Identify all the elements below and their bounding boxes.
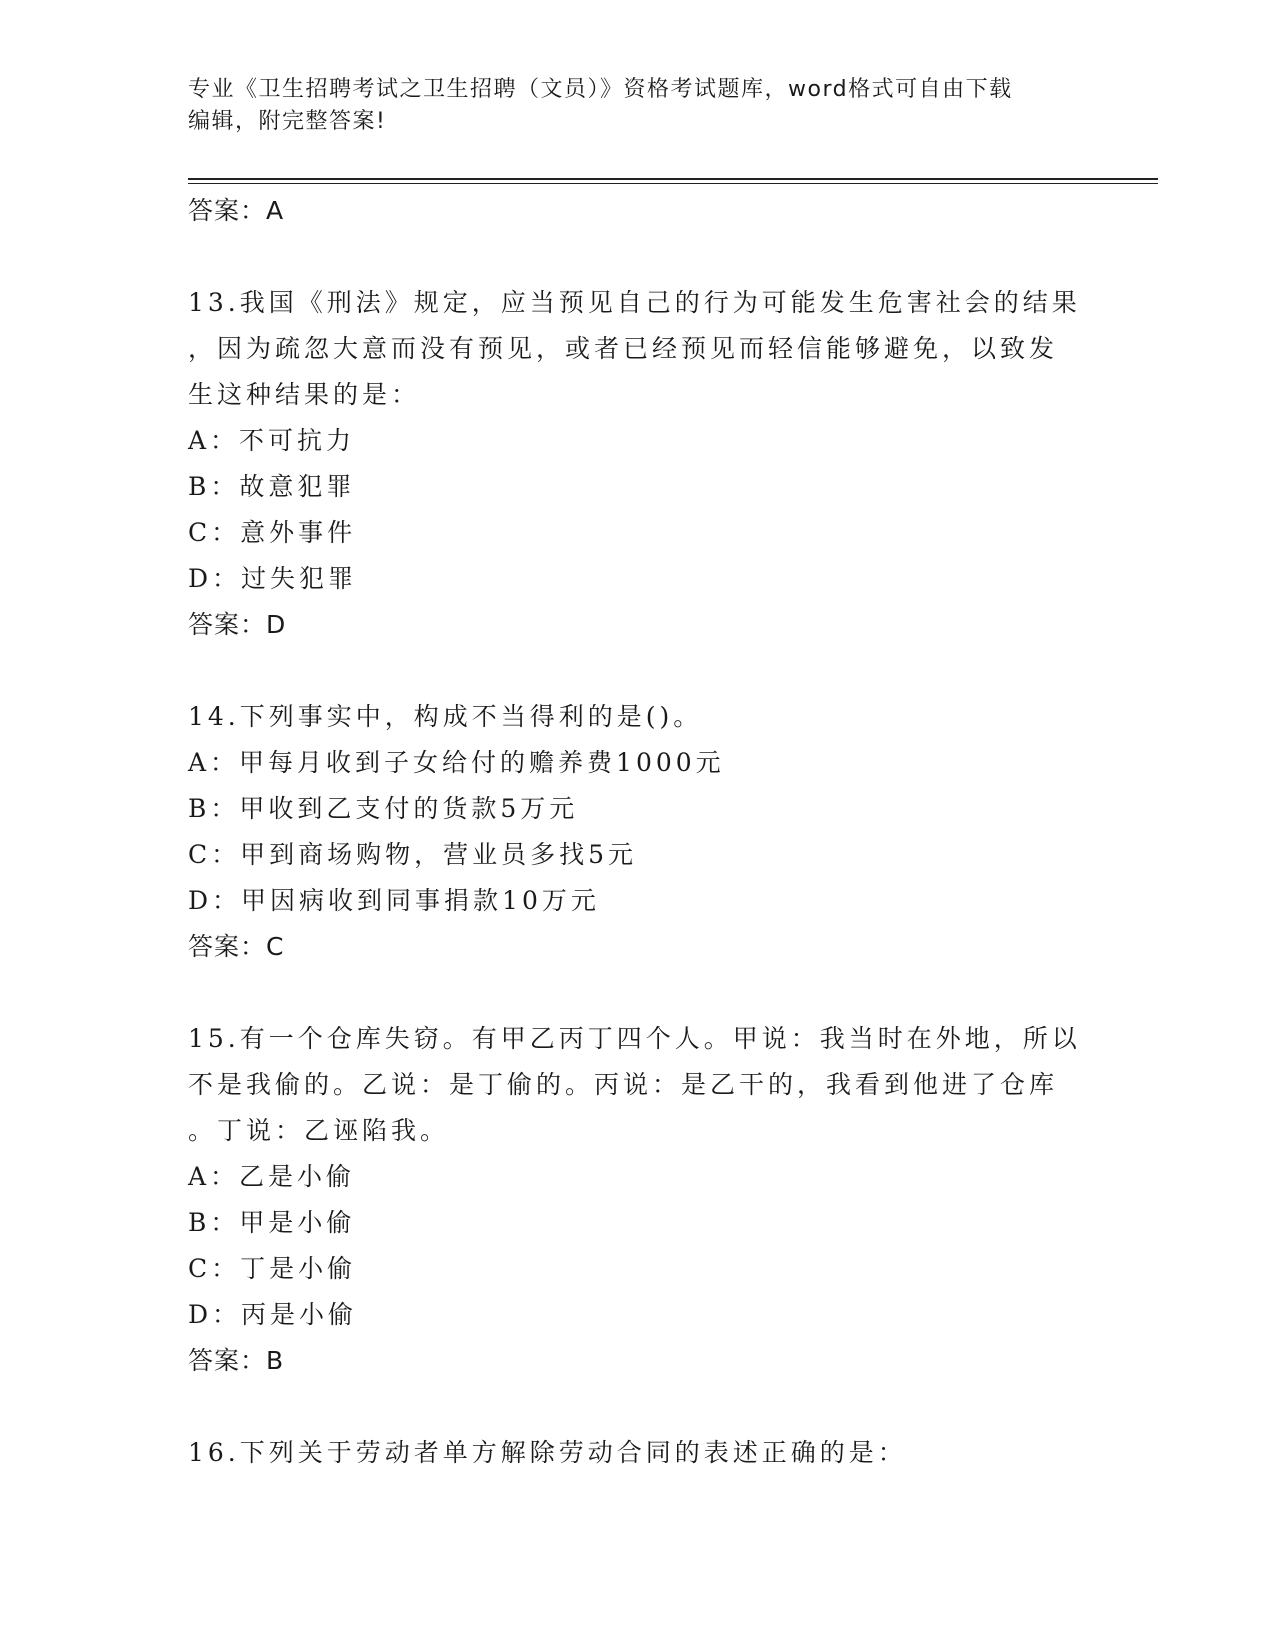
question-13-option-d: D：过失犯罪 — [188, 564, 358, 593]
question-15-option-c: C：丁是小偷 — [188, 1254, 357, 1283]
question-14-option-d: D：甲因病收到同事捐款10万元 — [188, 886, 600, 915]
question-13 — [188, 280, 1108, 648]
question-14 — [188, 694, 1108, 970]
question-13-option-b: B：故意犯罪 — [188, 472, 356, 501]
question-13-line-2: ，因为疏忽大意而没有预见，或者已经预见而轻信能够避免，以致发 — [188, 334, 1059, 363]
header-rule-thin — [188, 183, 1158, 184]
question-15-option-b: B：甲是小偷 — [188, 1208, 356, 1237]
question-15-option-a: A：乙是小偷 — [188, 1162, 356, 1191]
spacer — [188, 234, 1108, 280]
question-16 — [188, 1430, 1108, 1476]
question-13-option-c: C：意外事件 — [188, 518, 357, 547]
question-14-answer: 答案：C — [188, 932, 285, 961]
spacer — [188, 1384, 1108, 1430]
question-15-option-d: D：丙是小偷 — [188, 1300, 358, 1329]
question-13-line-1: 13.我国《刑法》规定，应当预见自己的行为可能发生危害社会的结果 — [188, 288, 1081, 317]
question-15-line-1: 15.有一个仓库失窃。有甲乙丙丁四个人。甲说：我当时在外地，所以 — [188, 1024, 1081, 1053]
header-line-1: 专业《卫生招聘考试之卫生招聘（文员）》资格考试题库，word格式可自由下载 — [188, 77, 1013, 102]
question-13-option-a: A：不可抗力 — [188, 426, 356, 455]
question-14-line-1: 14.下列事实中，构成不当得利的是()。 — [188, 702, 703, 731]
question-14-option-b: B：甲收到乙支付的货款5万元 — [188, 794, 579, 823]
spacer — [188, 648, 1108, 694]
header-line-2: 编辑，附完整答案! — [188, 109, 387, 134]
page-header — [188, 74, 1088, 138]
question-list — [188, 188, 1108, 1476]
question-13-answer: 答案：D — [188, 610, 287, 639]
spacer — [188, 970, 1108, 1016]
question-14-option-a: A：甲每月收到子女给付的赡养费1000元 — [188, 748, 725, 777]
question-15-line-2: 不是我偷的。乙说：是丁偷的。丙说：是乙干的，我看到他进了仓库 — [188, 1070, 1059, 1099]
answer-previous: 答案：A — [188, 196, 285, 225]
question-15-line-3: 。丁说：乙诬陷我。 — [188, 1116, 450, 1145]
question-13-line-3: 生这种结果的是： — [188, 380, 421, 409]
question-15-answer: 答案：B — [188, 1346, 285, 1375]
header-rule-thick — [188, 178, 1158, 180]
question-16-line-1: 16.下列关于劳动者单方解除劳动合同的表述正确的是： — [188, 1438, 907, 1467]
question-14-option-c: C：甲到商场购物，营业员多找5元 — [188, 840, 638, 869]
question-15 — [188, 1016, 1108, 1384]
